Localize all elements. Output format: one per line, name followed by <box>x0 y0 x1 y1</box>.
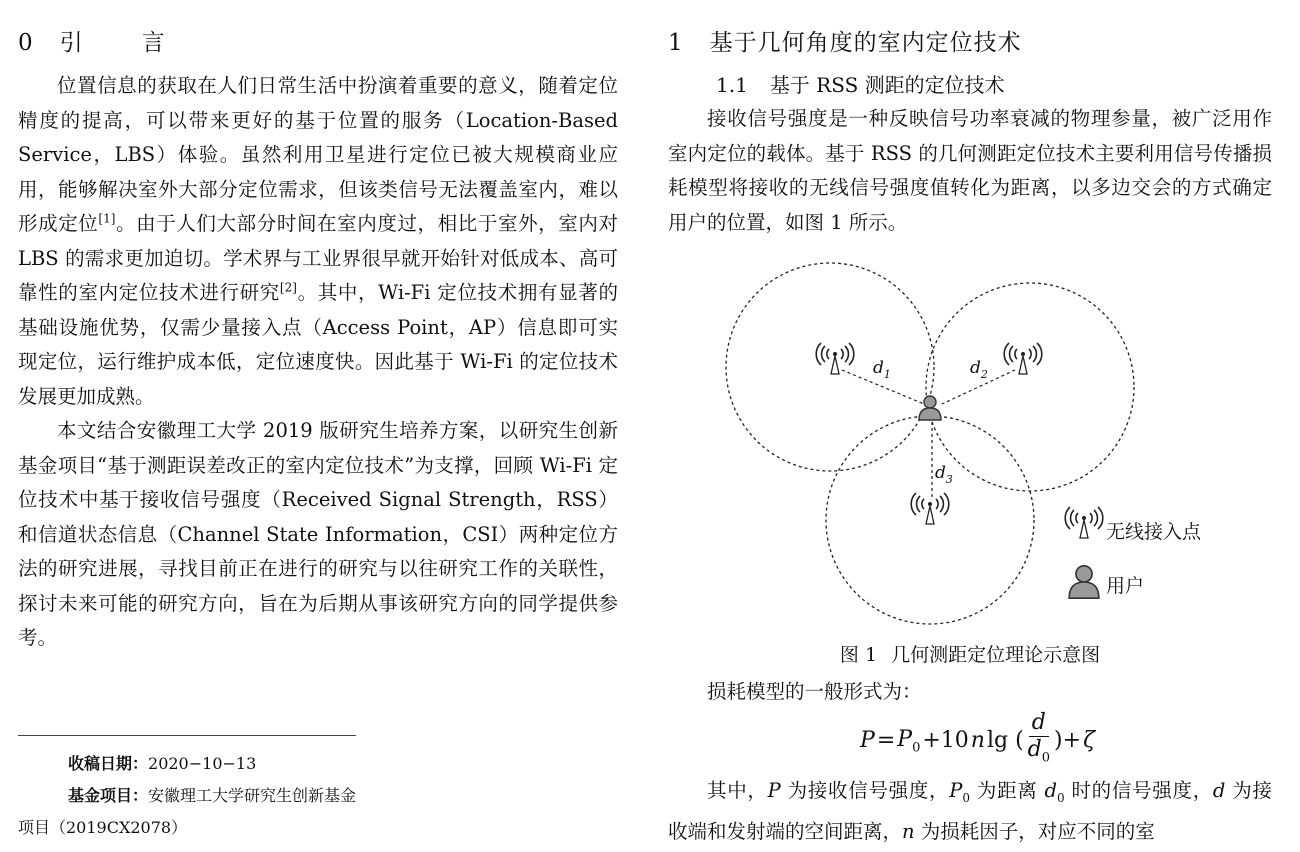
formula-fraction <box>1028 710 1050 771</box>
formula-plus-10: +10 <box>922 728 969 754</box>
formula-n: n <box>970 728 985 754</box>
range-circle-1 <box>726 263 934 471</box>
legend-user-icon <box>1069 566 1099 598</box>
received-value: 2020−10−13 <box>148 754 257 773</box>
figure-caption-text: 几何测距定位理论示意图 <box>891 644 1101 666</box>
loss-model-formula <box>860 710 1095 771</box>
formula-explanation: 其中，P 为接收信号强度，$P_0$ 为距离 $d_0$ 时的信号强度，d 为接收端和发射端的空间距离，n 为损耗因子，对应不同的室 <box>668 779 1272 844</box>
formula-P0: $P_0$ <box>897 726 921 755</box>
subsection-1-1-heading <box>716 69 1272 98</box>
footnote-divider <box>18 735 356 736</box>
user-icon <box>919 396 941 420</box>
figure-caption <box>668 640 1272 667</box>
d1-label: $d_1$ <box>873 358 891 381</box>
legend-access-point-icon <box>1065 507 1103 538</box>
formula-zeta: ζ <box>1083 728 1095 754</box>
range-circle-3 <box>826 416 1034 624</box>
trilateration-diagram <box>690 262 1250 632</box>
d2-label: $d_2$ <box>970 358 988 381</box>
section-1-number: 1 <box>668 30 684 56</box>
citation-2[interactable]: [2] <box>279 280 297 295</box>
intro-text-a: 位置信息的获取在人们日常生活中扮演着重要的意义，随着定位精度的提高，可以带来更好的基于位置的服务（Location-Based Service，LBS）体验。虽然利用卫星进行定位已被大规模商业应用，能够解决室外大部分定位需求，但该类信号无法覆盖室内，难以形成定位 <box>18 74 618 235</box>
figure-1 <box>690 262 1250 632</box>
d3-label: $d_3$ <box>935 463 953 486</box>
formula-lg: lg ( <box>986 728 1024 754</box>
formula-P: P <box>860 728 875 754</box>
fund-label: 基金项目： <box>68 786 149 805</box>
section-0-heading <box>18 24 618 57</box>
section-1-heading <box>668 24 1272 57</box>
intro-text-b: 。由于人们大部分时间在室内度过，相比于室外，室内对 LBS 的需求更加迫切。学术界与工业界很早就开始针对低成本、高可靠性的室内定位技术进行研究 <box>18 212 618 304</box>
left-column <box>18 24 618 656</box>
fund-value: 安徽理工大学研究生创新基金 <box>148 786 357 805</box>
legend-ap-label: 无线接入点 <box>1106 521 1202 543</box>
access-point-1-icon <box>816 343 854 374</box>
intro-paragraph-2: 本文结合安徽理工大学 2019 版研究生培养方案，以研究生创新基金项目“基于测距误差改正的室内定位技术”为支撑，回顾 Wi-Fi 定位技术中基于接收信号强度（Received Signal Strength，RSS）和信道状态信息（Channel State Information，CSI）两种定位方法的研究进展，寻找目前正在进行的研究与以往研究工作的关联性，探讨未来可能的研究方向，旨在为后期从事该研究方向的同学提供参考。 <box>18 419 618 649</box>
access-point-2-icon <box>1004 343 1042 374</box>
right-column <box>668 24 1272 240</box>
citation-1[interactable]: [1] <box>98 211 116 226</box>
footnotes <box>18 748 618 844</box>
intro-paragraph-1 <box>18 69 618 414</box>
figure-number: 图 1 <box>839 644 878 666</box>
rss-paragraph: 接收信号强度是一种反映信号功率衰减的物理参量，被广泛用作室内定位的载体。基于 RSS 的几何测距定位技术主要利用信号传播损耗模型将接收的无线信号强度值转化为距离，以多边交会的方式确定用户的位置，如图 1 所示。 <box>668 107 1272 234</box>
received-label: 收稿日期： <box>68 754 149 773</box>
section-0-number: 0 <box>18 30 34 56</box>
legend-user-label: 用户 <box>1106 575 1145 597</box>
subsection-number: 1.1 <box>716 73 748 97</box>
access-point-3-icon <box>911 493 949 524</box>
formula-eq: = <box>876 728 896 754</box>
subsection-title: 基于 RSS 测距的定位技术 <box>769 73 1005 97</box>
range-circle-2 <box>926 283 1134 491</box>
intro-text-c: 。其中，Wi-Fi 定位技术拥有显著的基础设施优势，仅需少量接入点（Access Point，AP）信息即可实现定位，运行维护成本低，定位速度快。因此基于 Wi-Fi 的定位技术发展更加成熟。 <box>18 281 618 408</box>
footnote-fund-cont: 项目（2019CX2078） <box>18 818 188 837</box>
footnote-fund <box>18 780 618 812</box>
formula-denominator: $d_0$ <box>1027 737 1051 766</box>
formula-close: )+ <box>1054 728 1082 754</box>
footnote-received <box>18 748 618 780</box>
section-0-title: 引 言 <box>59 30 183 56</box>
formula-intro: 损耗模型的一般形式为： <box>707 680 922 703</box>
formula-numerator: d <box>1029 710 1049 737</box>
section-1-title: 基于几何角度的室内定位技术 <box>709 30 1022 56</box>
